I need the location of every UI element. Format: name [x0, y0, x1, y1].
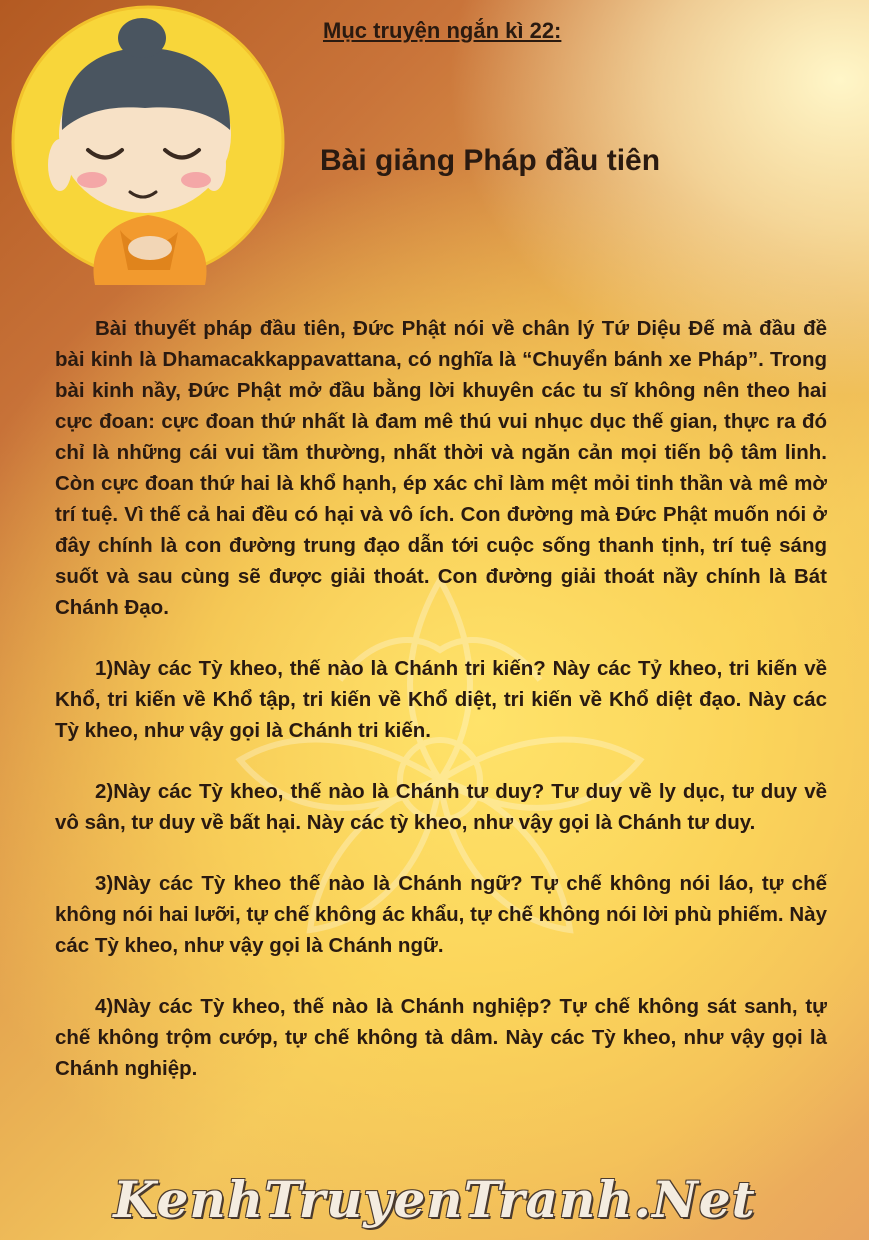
- paragraph-right-action: 4)Này các Tỳ kheo, thế nào là Chánh nghiệp? Tự chế không sát sanh, tự chế không trộm cướp, tự chế không tà dâm. Này các Tỳ kheo, như vậy gọi là Chánh nghiệp.: [55, 995, 827, 1080]
- intro-paragraph: Bài thuyết pháp đầu tiên, Đức Phật nói về chân lý Tứ Diệu Đế mà đầu đề bài kinh là Dhamacakkappavattana, có nghĩa là “Chuyển bánh xe Pháp”. Trong bài kinh nầy, Đức Phật mở đầu bằng lời khuyên các tu sĩ không nên theo hai cực đoan: cực đoan thứ nhất là đam mê thú vui nhục dục thế gian, thực ra đó chỉ là những cái vui tầm thường, nhất thời và ngăn cản mọi tiến bộ tâm linh. Còn cực đoan thứ hai là khổ hạnh, ép xác chỉ làm mệt mỏi tinh thần và mê mờ trí tuệ. Vì thế cả hai đều có hại và vô ích. Con đường mà Đức Phật muốn nói ở đây chính là con đường trung đạo dẫn tới cuộc sống thanh tịnh, trí tuệ sáng suốt và sau cùng sẽ được giải thoát. Con đường giải thoát nầy chính là Bát Chánh Đạo.: [55, 317, 827, 619]
- paragraph-right-speech: 3)Này các Tỳ kheo thế nào là Chánh ngữ? Tự chế không nói láo, tự chế không nói hai lưỡi, tự chế không ác khẩu, tự chế không nói lời phù phiếm. Này các Tỳ kheo, như vậy gọi là Chánh ngữ.: [55, 872, 827, 957]
- story-body: [55, 313, 827, 1114]
- paragraph-right-thought: 2)Này các Tỳ kheo, thế nào là Chánh tư duy? Tư duy về ly dục, tư duy về vô sân, tư duy về bất hại. Này các tỳ kheo, như vậy gọi là Chánh tư duy.: [55, 780, 827, 834]
- meditating-monk-icon: [0, 0, 300, 300]
- paragraph-right-view: 1)Này các Tỳ kheo, thế nào là Chánh tri kiến? Này các Tỷ kheo, tri kiến về Khổ, tri kiến về Khổ tập, tri kiến về Khổ diệt, tri kiến về Khổ diệt đạo. Này các Tỳ kheo, như vậy gọi là Chánh tri kiến.: [55, 657, 827, 742]
- story-series-label: Mục truyện ngắn kì 22:: [323, 18, 562, 43]
- site-watermark: KenhTruyenTranh.Net: [113, 1170, 756, 1229]
- page-title: Bài giảng Pháp đầu tiên: [320, 144, 661, 177]
